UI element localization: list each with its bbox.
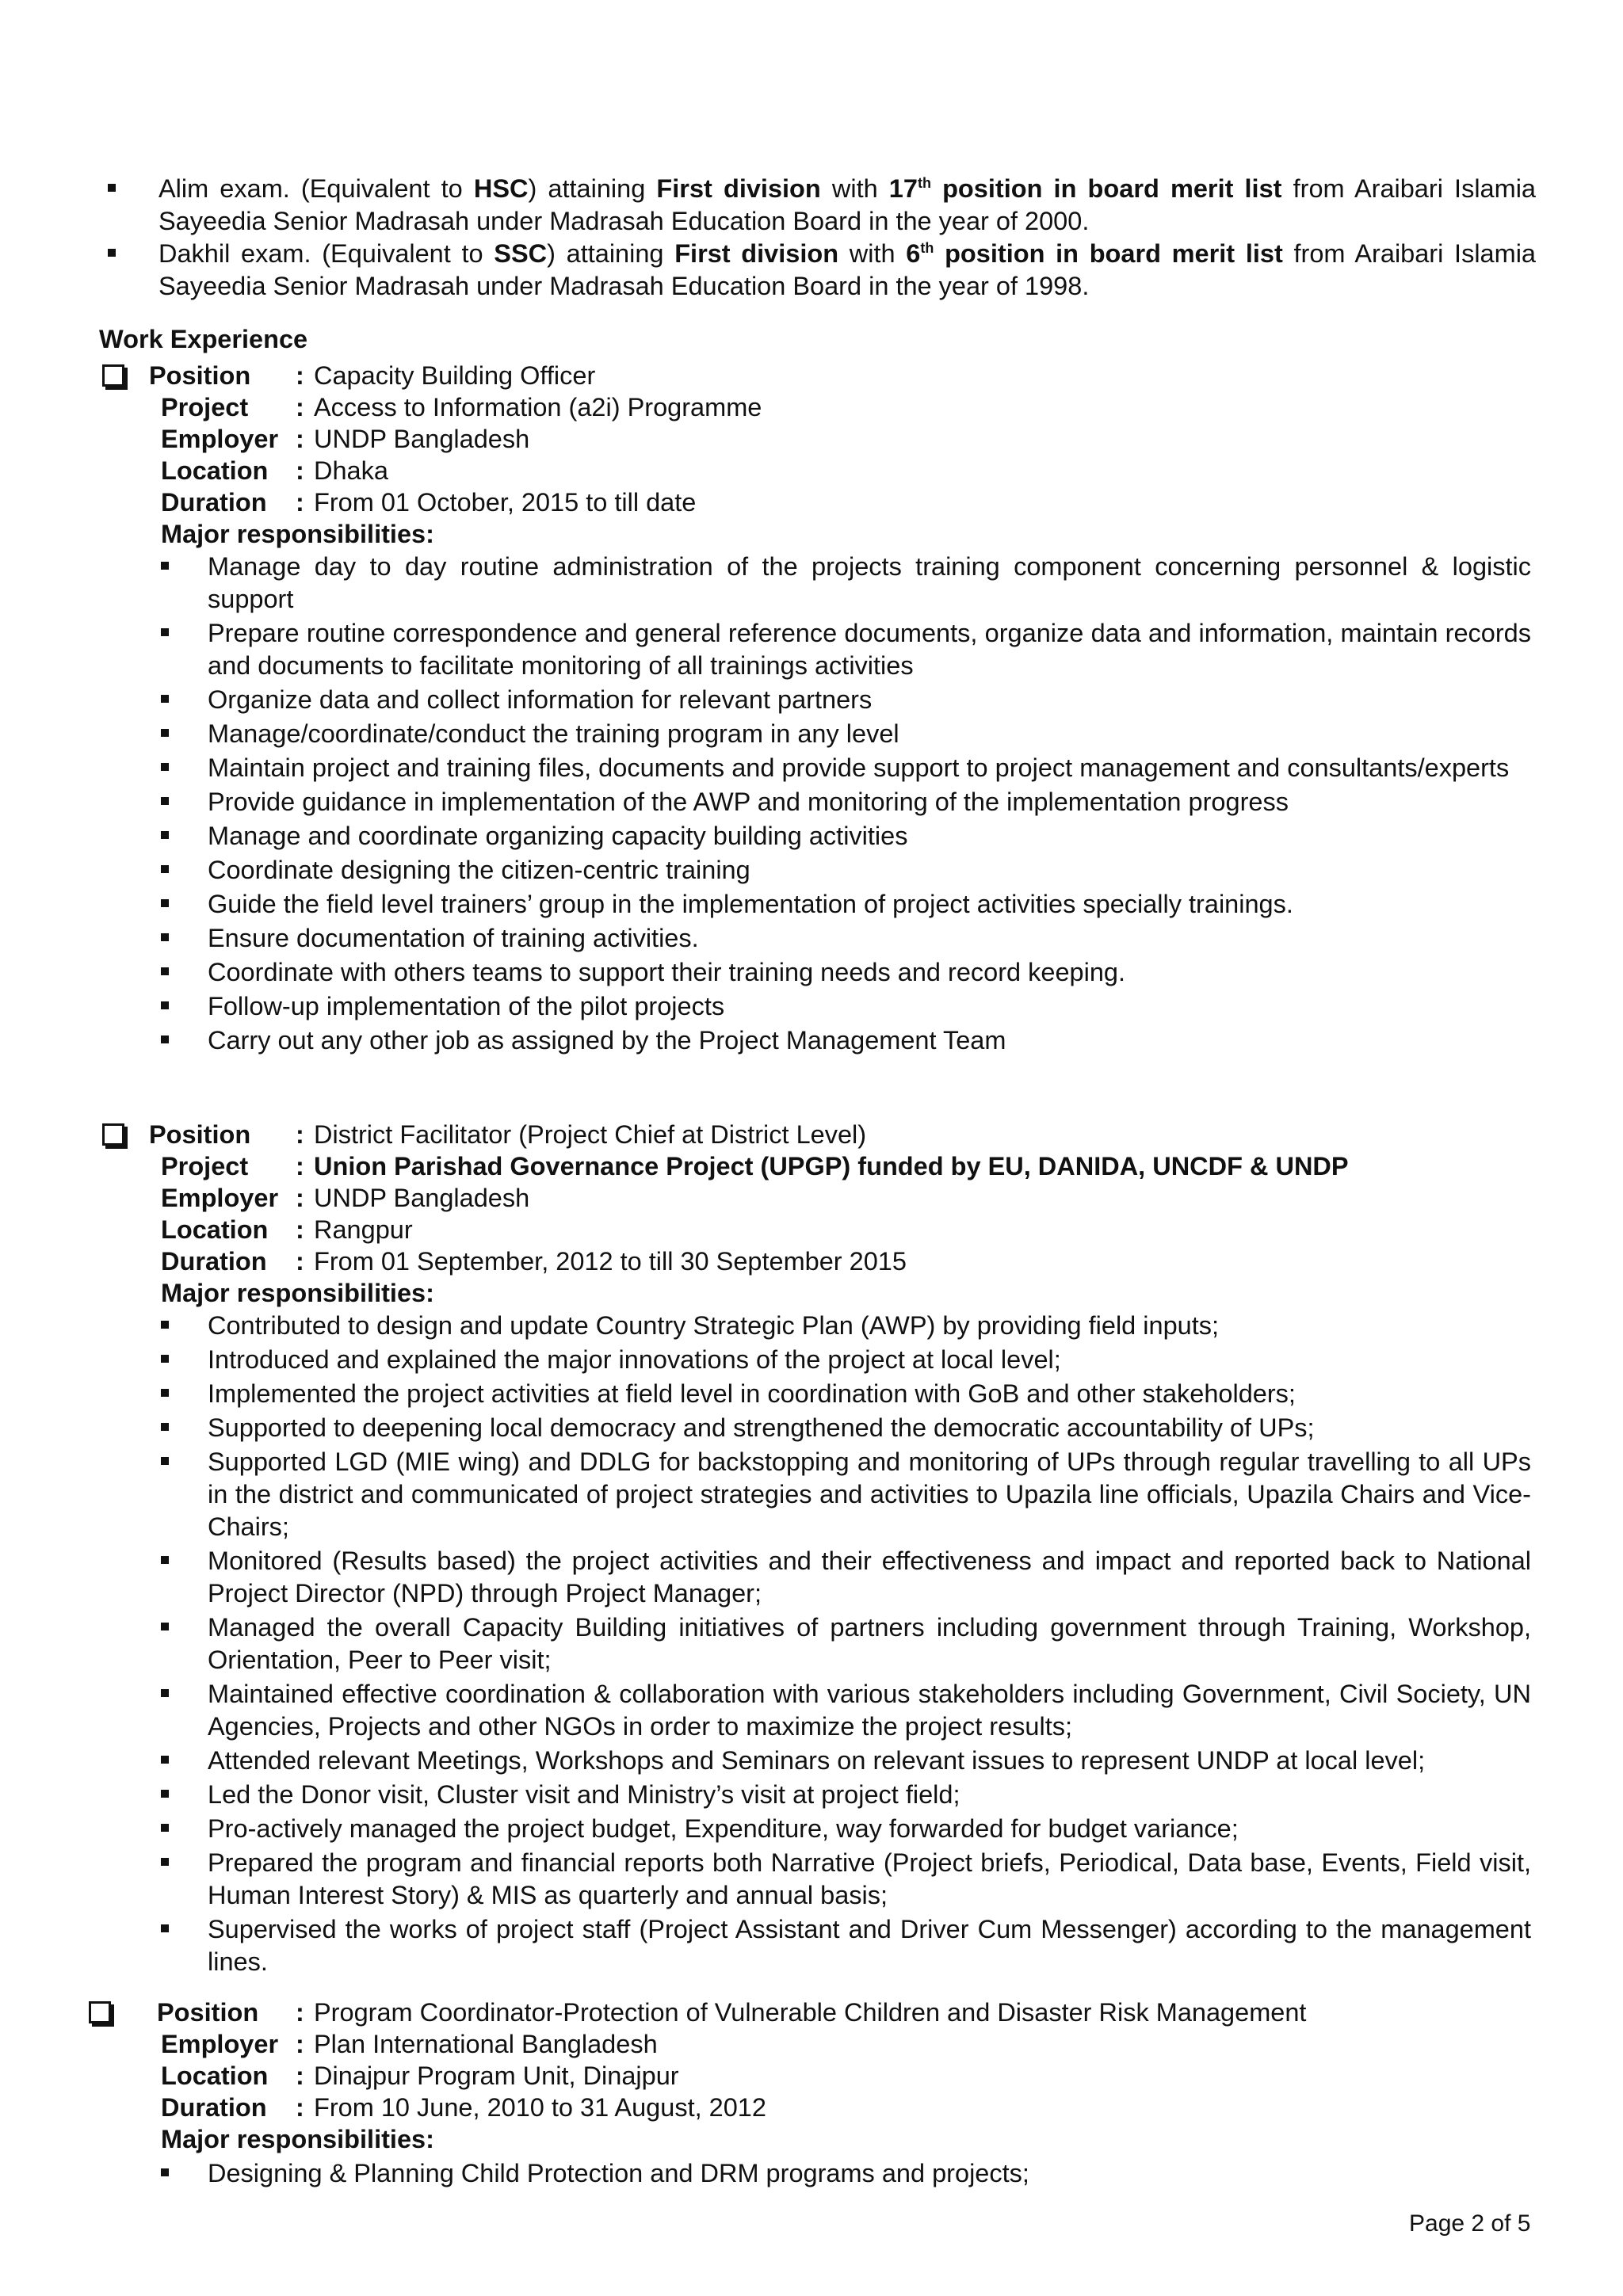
bullet-icon [161, 820, 169, 852]
colon: : [296, 1998, 304, 2027]
responsibility-item [0, 1779, 1531, 1811]
bullet-icon [161, 956, 169, 989]
education-text: from Araibari Islamia Sayeedia Senior Madrasah under Madrasah Education Board in the year of 2000. [158, 174, 1536, 235]
duration-row [0, 1245, 1623, 1277]
responsibility-text: Manage and coordinate organizing capacity building activities [208, 822, 908, 850]
bullet-icon [161, 1378, 169, 1410]
bullet-icon [161, 1024, 169, 1057]
responsibility-item [0, 752, 1531, 784]
education-text: position in board merit list [934, 239, 1283, 268]
project-value: Union Parishad Governance Project (UPGP) funded by EU, DANIDA, UNCDF & UNDP [314, 1152, 1349, 1180]
colon: : [296, 1152, 304, 1180]
bullet-icon [161, 1847, 169, 1879]
responsibility-text: Led the Donor visit, Cluster visit and Ministry’s visit at project field; [208, 1780, 960, 1809]
responsibility-text: Manage/coordinate/conduct the training program in any level [208, 719, 899, 748]
education-text: Dakhil exam. (Equivalent to [158, 239, 495, 268]
bullet-icon [161, 1745, 169, 1777]
project-label: Project [161, 1152, 249, 1180]
employer-label: Employer [161, 425, 279, 453]
page-number: Page 2 of 5 [1409, 2210, 1531, 2237]
bullet-icon [161, 684, 169, 716]
major-responsibilities-heading: Major responsibilities: [161, 2125, 434, 2153]
responsibility-item [0, 718, 1531, 750]
responsibility-item [0, 1378, 1531, 1410]
location-label: Location [161, 1215, 269, 1244]
duration-label: Duration [161, 1247, 267, 1276]
responsibility-item [0, 551, 1531, 616]
education-text: 6 [906, 239, 921, 268]
bullet-icon [161, 1813, 169, 1845]
responsibility-item [0, 956, 1531, 989]
responsibility-item [0, 1745, 1531, 1777]
position-value: District Facilitator (Project Chief at District Level) [314, 1120, 867, 1149]
duration-label: Duration [161, 2093, 267, 2122]
bullet-icon [161, 854, 169, 887]
responsibility-text: Coordinate designing the citizen-centric training [208, 856, 750, 884]
responsibility-text: Coordinate with others teams to support their training needs and record keeping. [208, 958, 1126, 986]
colon: : [296, 425, 304, 453]
bullet-icon [161, 752, 169, 784]
responsibility-text: Prepared the program and financial reports both Narrative (Project briefs, Periodical, Data base, Events, Field visit, Human Interest Story) & MIS as quarterly and annual basis; [208, 1848, 1531, 1909]
responsibility-item [0, 1310, 1531, 1342]
responsibility-item [0, 1412, 1531, 1444]
duration-value: From 10 June, 2010 to 31 August, 2012 [314, 2093, 766, 2122]
responsibility-item [0, 1813, 1531, 1845]
bullet-icon [161, 786, 169, 818]
project-label: Project [161, 393, 249, 421]
education-list [0, 173, 1623, 303]
position-label: Position [149, 361, 251, 390]
employer-label: Employer [161, 1184, 279, 1212]
location-row [0, 2060, 1623, 2092]
responsibility-item [0, 1446, 1531, 1543]
location-value: Dhaka [314, 456, 388, 485]
responsibility-item [0, 922, 1531, 955]
responsibility-text: Follow-up implementation of the pilot projects [208, 992, 725, 1020]
bullet-icon [108, 238, 116, 270]
bullet-icon [161, 1412, 169, 1444]
responsibility-text: Implemented the project activities at field level in coordination with GoB and other stakeholders; [208, 1379, 1296, 1408]
location-row [0, 455, 1623, 486]
bullet-icon [161, 1545, 169, 1577]
bullet-icon [161, 2157, 169, 2190]
education-text: First division [674, 239, 839, 268]
bullet-icon [161, 1611, 169, 1644]
education-item [0, 173, 1536, 238]
responsibility-text: Manage day to day routine administration of the projects training component concerning personnel & logistic support [208, 552, 1531, 613]
location-row [0, 1214, 1623, 1245]
responsibility-item [0, 990, 1531, 1023]
colon: : [296, 1247, 304, 1276]
responsibility-item [0, 1913, 1531, 1978]
education-text: th [920, 240, 934, 257]
duration-row [0, 2092, 1623, 2123]
bullet-icon [161, 718, 169, 750]
responsibility-item [0, 1678, 1531, 1743]
responsibility-item [0, 617, 1531, 682]
position-row [0, 1997, 1623, 2028]
location-value: Rangpur [314, 1215, 413, 1244]
duration-row [0, 486, 1623, 518]
employer-row [0, 423, 1623, 455]
location-label: Location [161, 2061, 269, 2090]
location-value: Dinajpur Program Unit, Dinajpur [314, 2061, 679, 2090]
bullet-icon [108, 173, 116, 205]
colon: : [296, 456, 304, 485]
responsibilities-list [0, 551, 1623, 1057]
responsibility-text: Supported to deepening local democracy and strengthened the democratic accountability of UPs; [208, 1413, 1315, 1442]
position-label: Position [157, 1998, 259, 2027]
employer-value: UNDP Bangladesh [314, 425, 530, 453]
employer-value: Plan International Bangladesh [314, 2030, 658, 2058]
education-text: HSC [473, 174, 529, 203]
position-value: Capacity Building Officer [314, 361, 596, 390]
colon: : [296, 2061, 304, 2090]
responsibility-text: Prepare routine correspondence and general reference documents, organize data and information, maintain records and documents to facilitate monitoring of all trainings activities [208, 619, 1531, 680]
bullet-icon [161, 1446, 169, 1478]
duration-label: Duration [161, 488, 267, 517]
colon: : [296, 1215, 304, 1244]
bullet-icon [161, 1344, 169, 1376]
colon: : [296, 488, 304, 517]
responsibility-item [0, 1024, 1531, 1057]
colon: : [296, 1184, 304, 1212]
education-item [0, 238, 1536, 303]
colon: : [296, 393, 304, 421]
responsibility-item [0, 1847, 1531, 1912]
job-entry [0, 360, 1623, 1058]
responsibility-text: Supported LGD (MIE wing) and DDLG for backstopping and monitoring of UPs through regular travelling to all UPs in the district and communicated of project strategies and activities to Upazila line officials, Upazila Chairs and Vice-Chairs; [208, 1447, 1531, 1541]
responsibility-text: Introduced and explained the major innovations of the project at local level; [208, 1345, 1061, 1374]
responsibility-item [0, 1611, 1531, 1676]
responsibility-text: Pro-actively managed the project budget, Expenditure, way forwarded for budget variance; [208, 1814, 1239, 1843]
responsibilities-list [0, 1310, 1623, 1978]
colon: : [296, 361, 304, 390]
duration-value: From 01 October, 2015 to till date [314, 488, 697, 517]
responsibility-item [0, 2157, 1531, 2190]
responsibility-item [0, 786, 1531, 818]
responsibility-text: Maintained effective coordination & collaboration with various stakeholders including Government, Civil Society, UN Agencies, Projects and other NGOs in order to maximize the project results; [208, 1680, 1531, 1741]
position-row [0, 1119, 1623, 1150]
bullet-icon [161, 617, 169, 650]
employer-label: Employer [161, 2030, 279, 2058]
education-text: ) attaining [547, 239, 675, 268]
bullet-icon [161, 1310, 169, 1342]
employer-value: UNDP Bangladesh [314, 1184, 530, 1212]
bullet-icon [161, 888, 169, 921]
employer-row [0, 1182, 1623, 1214]
responsibility-text: Contributed to design and update Country Strategic Plan (AWP) by providing field inputs; [208, 1311, 1220, 1340]
education-text: SSC [494, 239, 548, 268]
education-text: First division [656, 174, 821, 203]
position-row [0, 360, 1623, 391]
employer-row [0, 2028, 1623, 2060]
bullet-icon [161, 1779, 169, 1811]
position-label: Position [149, 1120, 251, 1149]
job-entry [0, 1997, 1623, 2191]
education-text: 17 [888, 174, 918, 203]
major-responsibilities-heading: Major responsibilities: [161, 1279, 434, 1307]
responsibility-text: Managed the overall Capacity Building initiatives of partners including government through Training, Workshop, Orientation, Peer to Peer visit; [208, 1613, 1531, 1674]
responsibility-text: Organize data and collect information for relevant partners [208, 685, 873, 714]
responsibility-text: Maintain project and training files, documents and provide support to project management and consultants/experts [208, 753, 1510, 782]
responsibility-item [0, 820, 1531, 852]
responsibility-item [0, 684, 1531, 716]
education-text: th [917, 175, 931, 192]
responsibility-text: Guide the field level trainers’ group in the implementation of project activities specially trainings. [208, 890, 1293, 918]
responsibility-text: Designing & Planning Child Protection and DRM programs and projects; [208, 2159, 1029, 2187]
bullet-icon [161, 1913, 169, 1946]
job-entry [0, 1119, 1623, 1980]
education-text: with [820, 174, 889, 203]
responsibility-item [0, 854, 1531, 887]
project-row [0, 391, 1623, 423]
education-text: ) attaining [528, 174, 657, 203]
colon: : [296, 1120, 304, 1149]
colon: : [296, 2093, 304, 2122]
bullet-icon [161, 922, 169, 955]
responsibility-text: Attended relevant Meetings, Workshops and Seminars on relevant issues to represent UNDP at local level; [208, 1746, 1426, 1775]
education-text: with [838, 239, 907, 268]
section-title-work-experience: Work Experience [99, 325, 308, 353]
position-value: Program Coordinator-Protection of Vulnerable Children and Disaster Risk Management [314, 1998, 1307, 2027]
location-label: Location [161, 456, 269, 485]
responsibility-text: Monitored (Results based) the project activities and their effectiveness and impact and reported back to National Project Director (NPD) through Project Manager; [208, 1547, 1531, 1608]
responsibility-text: Provide guidance in implementation of the AWP and monitoring of the implementation progress [208, 788, 1289, 816]
project-value: Access to Information (a2i) Programme [314, 393, 762, 421]
responsibility-item [0, 1344, 1531, 1376]
responsibility-item [0, 1545, 1531, 1610]
education-text: from Araibari Islamia Sayeedia Senior Madrasah under Madrasah Education Board in the year of 1998. [158, 239, 1536, 300]
bullet-icon [161, 990, 169, 1023]
education-text: Alim exam. (Equivalent to [158, 174, 474, 203]
duration-value: From 01 September, 2012 to till 30 September 2015 [314, 1247, 907, 1276]
responsibilities-list [0, 2157, 1623, 2190]
bullet-icon [161, 1678, 169, 1711]
responsibility-text: Ensure documentation of training activities. [208, 924, 699, 952]
responsibility-text: Carry out any other job as assigned by the Project Management Team [208, 1026, 1006, 1055]
bullet-icon [161, 551, 169, 583]
major-responsibilities-heading: Major responsibilities: [161, 520, 434, 548]
project-row [0, 1150, 1623, 1182]
education-text: position in board merit list [930, 174, 1282, 203]
responsibility-text: Supervised the works of project staff (Project Assistant and Driver Cum Messenger) according to the management lines. [208, 1915, 1531, 1976]
colon: : [296, 2030, 304, 2058]
responsibility-item [0, 888, 1531, 921]
